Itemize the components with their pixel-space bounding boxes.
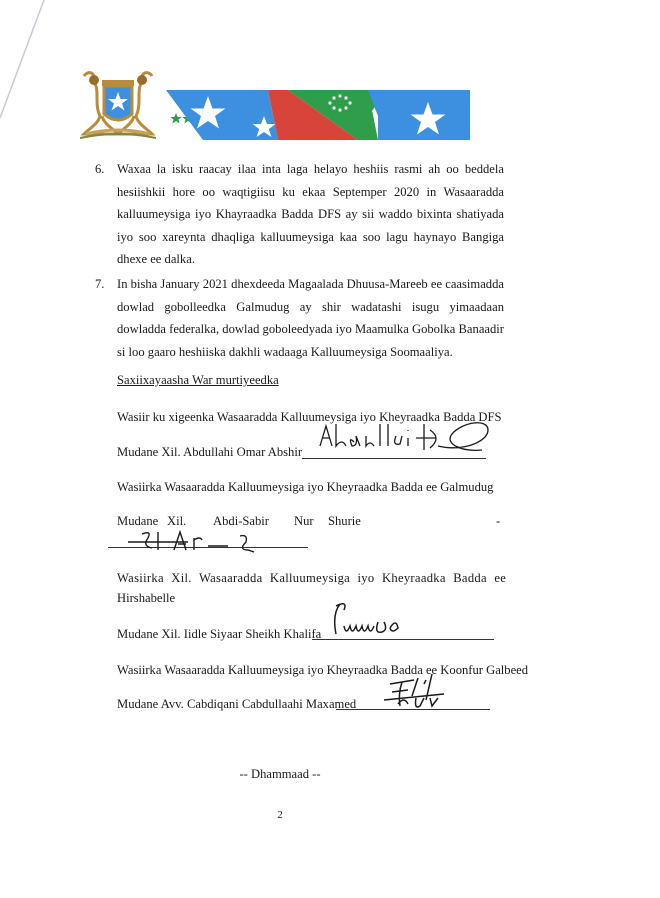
paragraph-7 <box>95 273 504 363</box>
signatory-2-dash: - <box>496 514 501 528</box>
flag-ribbon-icon <box>166 90 470 140</box>
paragraph-number: 7. <box>95 277 105 291</box>
signatory-4-name: Mudane Avv. Cabdiqani Cabdullaahi Maxamed <box>117 697 357 711</box>
paragraph-text: Waxaa la isku raacay ilaa inta laga helayo heshiis rasmi ah oo beddela hesiishkii hore oo waqtigiisu ku ekaa Septemper 2020 in Wasaaradda kalluumeysiga iyo Khayraadka Badda DFS ay sii waddo bixinta shatiyada iyo soo xareynta dhaqliga kalluumeysiga kaa soo lagu haynayo Bangiga dhexe ee dalka. <box>117 162 504 266</box>
signatory-1-name: Mudane Xil. Abdullahi Omar Abshir <box>117 445 303 459</box>
signatures-heading: Saxiixayaasha War murtiyeedka <box>117 373 279 387</box>
signatory-2-name-part: Nur <box>294 514 314 528</box>
signatory-1-title: Wasiir ku xigeenka Wasaaradda Kalluumeysiga iyo Kheyraadka Badda DFS <box>117 410 502 424</box>
paragraph-text: In bisha January 2021 dhexdeeda Magaalada Dhuusa-Mareeb ee caasimadda dowlad gobolleedka Galmudug ay shir wadatashi isugu yimaadaan dowladda federalka, dowlad goboleedyada iyo Maamulka Gobolka Banaadir si loo gaaro heshiiska dakhli wadaaga Kalluumeysiga Soomaaliya. <box>117 277 504 359</box>
closing-text: -- Dhammaad -- <box>239 767 321 781</box>
signatory-2-name-part: Mudane <box>117 514 159 528</box>
paragraph-number: 6. <box>95 162 105 176</box>
paragraph-6 <box>95 158 504 271</box>
signatory-2-name-part: Xil. <box>167 514 187 528</box>
page-number: 2 <box>277 809 283 821</box>
signatory-2-name-part: Abdi-Sabir <box>213 514 269 528</box>
signature-3 <box>326 600 406 642</box>
signatory-2-title: Wasiirka Wasaaradda Kalluumeysiga iyo Kheyraadka Badda ee Galmudug <box>117 480 494 494</box>
signatory-3-name: Mudane Xil. Iidle Siyaar Sheikh Khalifa <box>117 627 322 641</box>
signatory-4-title: Wasiirka Wasaaradda Kalluumeysiga iyo Kheyraadka Badda ee Koonfur Galbeed <box>117 663 529 677</box>
page-fold-shadow <box>0 0 60 140</box>
signatory-3-title-line2: Hirshabelle <box>117 591 176 605</box>
signatory-2-name-part: Shurie <box>328 514 361 528</box>
signature-1 <box>312 416 502 460</box>
signatory-3-title-line1: Wasiirka Xil. Wasaaradda Kalluumeysiga iyo Kheyraadka Badda ee <box>117 571 507 585</box>
signature-2 <box>108 526 268 556</box>
header-banner <box>78 68 470 140</box>
coat-of-arms-icon <box>80 73 156 138</box>
signature-4 <box>378 670 458 714</box>
